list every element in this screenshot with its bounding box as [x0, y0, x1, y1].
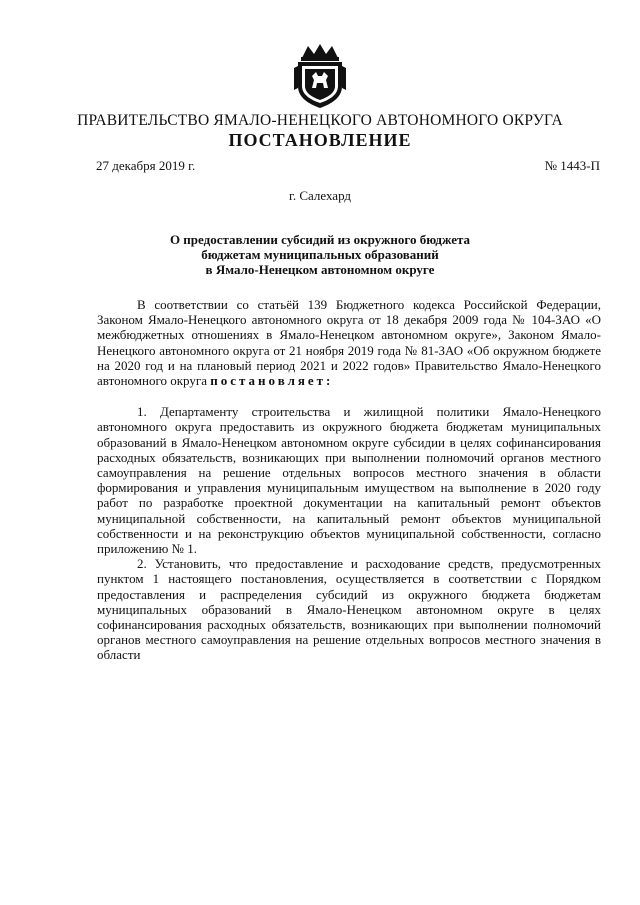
document-city: г. Салехард — [288, 188, 352, 203]
document-type: ПОСТАНОВЛЕНИЕ — [228, 130, 412, 150]
title-line: бюджетам муниципальных образований — [201, 247, 439, 262]
coat-of-arms-icon — [288, 42, 352, 110]
document-title — [0, 232, 640, 277]
document-date: 27 декабря 2019 г. — [96, 158, 196, 173]
item-2-paragraph: 2. Установить, что предоставление и расходование средств, предусмотренных пунктом 1 настоящего постановления, осуществляется в соответствии с Порядком предоставления и распределения субсидий из окружного бюджета бюджетам муниципальных образований в Ямало-Ненецком автономном округе в целях софинансирования расходных обязательств, возникающих при выполнении полномочий органов местного самоуправления на решение отдельных вопросов местного значения в области — [97, 556, 601, 663]
document-body — [97, 297, 601, 663]
item-1-paragraph: 1. Департаменту строительства и жилищной политики Ямало-Ненецкого автономного округа предоставить из окружного бюджета бюджетам муниципальных образований в Ямало-Ненецком автономном округе субсидии в целях софинансирования расходных обязательств, возникающих при выполнении полномочий органов местного самоуправления на решение отдельных вопросов местного значения в области формирования и управления муниципальным имуществом на выполнение в 2020 году работ по разработке проектной документации на капитальный ремонт объектов муниципальной собственности, на капитальный ремонт объектов муниципальной собственности и на реконструкцию объектов муниципальной собственности, согласно приложению № 1. — [97, 404, 601, 557]
title-line: О предоставлении субсидий из окружного бюджета — [169, 232, 471, 247]
decree-word: постановляет: — [210, 373, 334, 389]
preamble-text: В соответствии со статьёй 139 Бюджетного кодекса Российской Федерации, Законом Ямало-Ненецкого автономного округа от 18 декабря 2009 года № 104-ЗАО «О межбюджетных отношениях в Ямало-Ненецком автономном округе», Законом Ямало-Ненецкого автономного округа от 21 ноября 2019 года № 81-ЗАО «Об окружном бюджете на 2020 год и на плановый период 2021 и 2022 годов» Правительство Ямало-Ненецкого автономного округа — [97, 297, 601, 389]
organization-name: ПРАВИТЕЛЬСТВО ЯМАЛО-НЕНЕЦКОГО АВТОНОМНОГО ОКРУГА — [77, 112, 563, 129]
document-number: № 1443-П — [544, 158, 600, 173]
title-line: в Ямало-Ненецком автономном округе — [205, 262, 435, 277]
preamble-paragraph — [97, 297, 601, 388]
